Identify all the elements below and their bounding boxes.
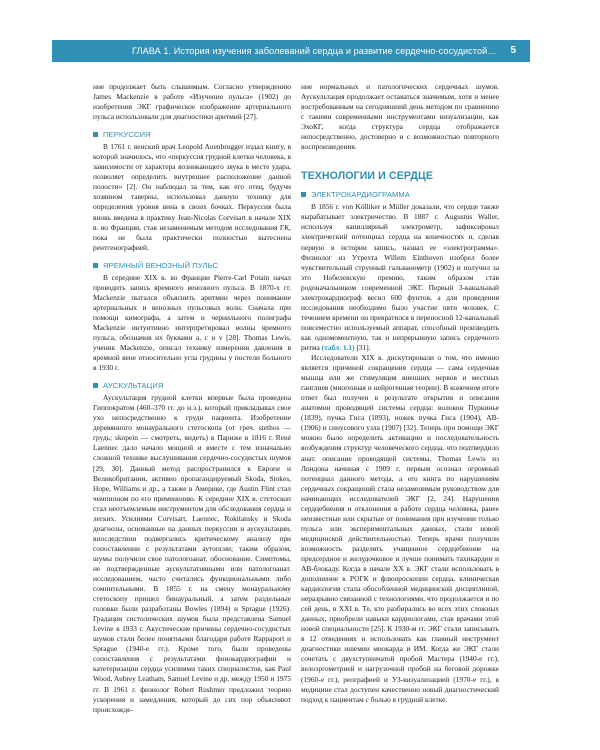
square-bullet-icon: [93, 263, 98, 268]
section-heading-ecg: [301, 190, 499, 199]
section-heading-jugular-pulse: [93, 261, 291, 270]
chapter-title: ГЛАВА 1. История изучения заболеваний сердца и развитие сердечно-сосудистой…: [132, 46, 497, 56]
section-heading-auscultation: [93, 381, 291, 390]
table-reference-link[interactable]: (табл. 1.1): [321, 342, 355, 352]
left-column: [93, 82, 291, 715]
page-number: 5: [510, 45, 516, 56]
jugular-pulse-paragraph: В середине XIX в. во Франции Pierre-Carl Potain начал проводить запись яремного венозного пульса. В 1870-х гг. Mackenzie пытался объяснить аритмии через понимание артериальных и венозных пульсовых волн. Сначала при помощи кимографа, а затем и чернильного полиграфа Mackenzie интуитивно интерпретировал волны яремного пульса, обозначив их буквами a, c и v [28]. Thomas Lewis, ученик Mackenzie, описал технику измерения давления в яремной вене относительно угла грудины у постели больного в 1930 г.: [93, 272, 291, 373]
square-bullet-icon: [93, 132, 98, 137]
citation: [31].: [356, 342, 371, 352]
square-bullet-icon: [301, 192, 306, 197]
right-column: [301, 82, 499, 705]
section-heading-text: ЯРЕМНЫЙ ВЕНОЗНЫЙ ПУЛЬС: [103, 260, 219, 270]
continuation-paragraph: ние нормальных и патологических сердечных шумов. Аускультация продолжает оставаться значимым, хотя и менее востребованным на сегодняшний день методом по сравнению с такими современными инструментами визуализации, как ЭхоКГ, когда структура сердца отображается непосредственно, достоверно и с возможностью повторного воспроизведения.: [301, 82, 499, 152]
square-bullet-icon: [93, 383, 98, 388]
auscultation-paragraph: Аускультация грудной клетки впервые была проведена Гиппократом (460–370 гг. до н.э.), который прикладывал свое ухо непосредственно к груди пациента. Изобретение деревянного монаурального стетоскопа (от греч. stethos — грудь; skopein — смотреть, видеть) в Париже в 1816 г. René Laennec дало начало мощной и вместе с тем изначально сложной технике выслушивания сердечно-сосудистых шумов [29, 30]. Данный метод распространился в Европе и Великобритании, активно пропагандируемый Skoda, Stokes, Hope, Williams и др., а также в Америке, где Austin Flint стал чемпионом по его применению. К середине XIX в. стетоскоп стал неотъемлемым инструментом для обследования сердца и легких. Усилиями Corvisart, Laennec, Rokitansky и Skoda диагнозы, основанные на данных перкуссии и аускультации, впоследствии подвергались критическому анализу при сопоставлении с результатами аутопсии; таким образом, шумы получили свое патологоанат. обоснование. Симптомы, не подтвержденные аускультативными или патологоанат. исследованием, часто считались функциональными либо сомнительными. В 1855 г. на смену монауральному стетоскопу пришел бинауральный, а затем раздельные головки были разработаны Bowles (1894) и Sprague (1926). Градация систолических шумов была представлена Samuel Levine в 1933 г. Акустические причины сердечно-сосудистых шумов стали более понятными благодаря работе Rappaport и Sprague (1940-е гг.). Кроме того, были проведены сопоставления с результатами фонокардиографии и катетеризации сердца усилиями таких специалистов, как Paul Wood, Aubrey Leatham, Samuel Levine и др. между 1950 и 1975 гг. В 1961 г. физиолог Robert Rushmer предложил теорию ускорения и замедления, который до сих пор объясняют происхожде-: [93, 393, 291, 714]
section-heading-text: ЭЛЕКТРОКАРДИОГРАММА: [311, 190, 411, 200]
chapter-section-heading: ТЕХНОЛОГИИ И СЕРДЦЕ: [301, 170, 434, 183]
running-header: [52, 40, 530, 62]
section-heading-percussion: [93, 130, 291, 139]
ecg-paragraph-2: Исследователи XIX в. дискутировали о том, что именно является причиной сокращения сердца — сама сердечная мышца или же стимуляция внешних нервов и местных ганглиев (миогенная и нейрогенная теории). В конечном итоге ответ был получен в результате открытия и описания анатомии проводящей системы сердца: волокон Пуркинье (1839), пучка Гиса (1893), ножек пучка Гиса (1904), АВ- (1906) и синусового узла (1907) [32]. Теперь при помощи ЭКГ можно было определить активацию и последовательность возбуждения структур человеческого сердца, что подтвердило анат. описание проводящей системы. Thomas Lewis из Лондона начиная с 1909 г. первым осознал огромный потенциал данного метода, а его книга по нарушениям сердечных сокращений стала незаменимым руководством для начинающих исследователей ЭКГ [2, 24]. Нарушения сердцебиения и отклонения в работе сердца человека, ранее неизвестные или скрытые от понимания при изучении только пульса или экспериментальных данных, стали новой медицинской действительностью. Теперь врачи получили возможность разделять учащенное сердцебиение на предсердное и желудочковое и лучше понимать тахикардии и АВ-блокаду. Когда в начале XX в. ЭКГ стали использовать в дополнение к РОГК и флюороскопии сердца, клиническая кардиология стала обособленной медицинской дисциплиной, неразрывно связанной с технологиями, что продолжается и по сей день, в XXI в. Те, кто разбирались во всех этих сложных данных, приобрели навыки кардиологами, став врачами этой новой специальности [25]. К 1930-м гг. ЭКГ стали записывать в 12 отведениях и использовать как главный инструмент диагностики ишемии миокарда и ИМ. Когда же ЭКГ стали сочетать с двухступенчатой пробой Мастера (1940-е гг.), велоэргометрией и нагрузочной пробой на беговой дорожке (1960-е гг.), реографией и УЗ-визуализацией (1970-е гг.), в медицине стал доступен качественно новый диагностический подход к пациентам с болью в грудной клетке.: [301, 353, 499, 704]
ecg-paragraph-1: [301, 202, 499, 353]
section-heading-text: АУСКУЛЬТАЦИЯ: [103, 381, 164, 391]
percussion-paragraph: В 1761 г. венский врач Leopold Auenbrugger издал книгу, в которой значилось, что «перкуссия грудной клетки человека, в зависимости от характера возникающего звука в месте удара, позволяет определить внутреннее расположение данной полости» [2]. Он наблюдал за тем, как его отец, будучи хозяином таверны, использовал данную технику для определения уровня вина в своих бочках. Перкуссия была вновь введена в практику Jean-Nicolas Corvisart в начале XIX в. во Франции, став незаменимым методом исследования ГК, пока не была практически полностью вытеснена рентгенографией.: [93, 142, 291, 252]
ecg-text: В 1856 г. von Kölliker и Müller доказали, что сердце также вырабатывает электричество. В 1887 г. Augustus Waller, используя капиллярный электрометр, зафиксировал электрический потенциал сердца на конечностях и, сделав первую в истории запись, назвал ее «электрограмма». Физиолог из Утрехта Willem Einthoven изобрел более чувствительный струнный гальванометр (1902) и получил за это Нобелевскую премию, таким образом став родоначальником современной ЭКГ. Первый 3-канальный электрокардиограф весил 600 фунтов, а для проведения исследования необходимо было участие пяти человек. С течением времени он превратился в переносной 12-канальный повсеместно используемый аппарат, способный производить как одномоментную, так и непрерывную запись сердечного ритма: [301, 202, 499, 352]
intro-paragraph: ние продолжает быть слышимым. Согласно утверждению James Mackenzie в работе «Изучение пульса» (1902) до изобретения ЭКГ графическое изображение артериального пульса использовали для диагностики аритмий [27].: [93, 82, 291, 122]
section-heading-text: ПЕРКУССИЯ: [103, 130, 151, 140]
